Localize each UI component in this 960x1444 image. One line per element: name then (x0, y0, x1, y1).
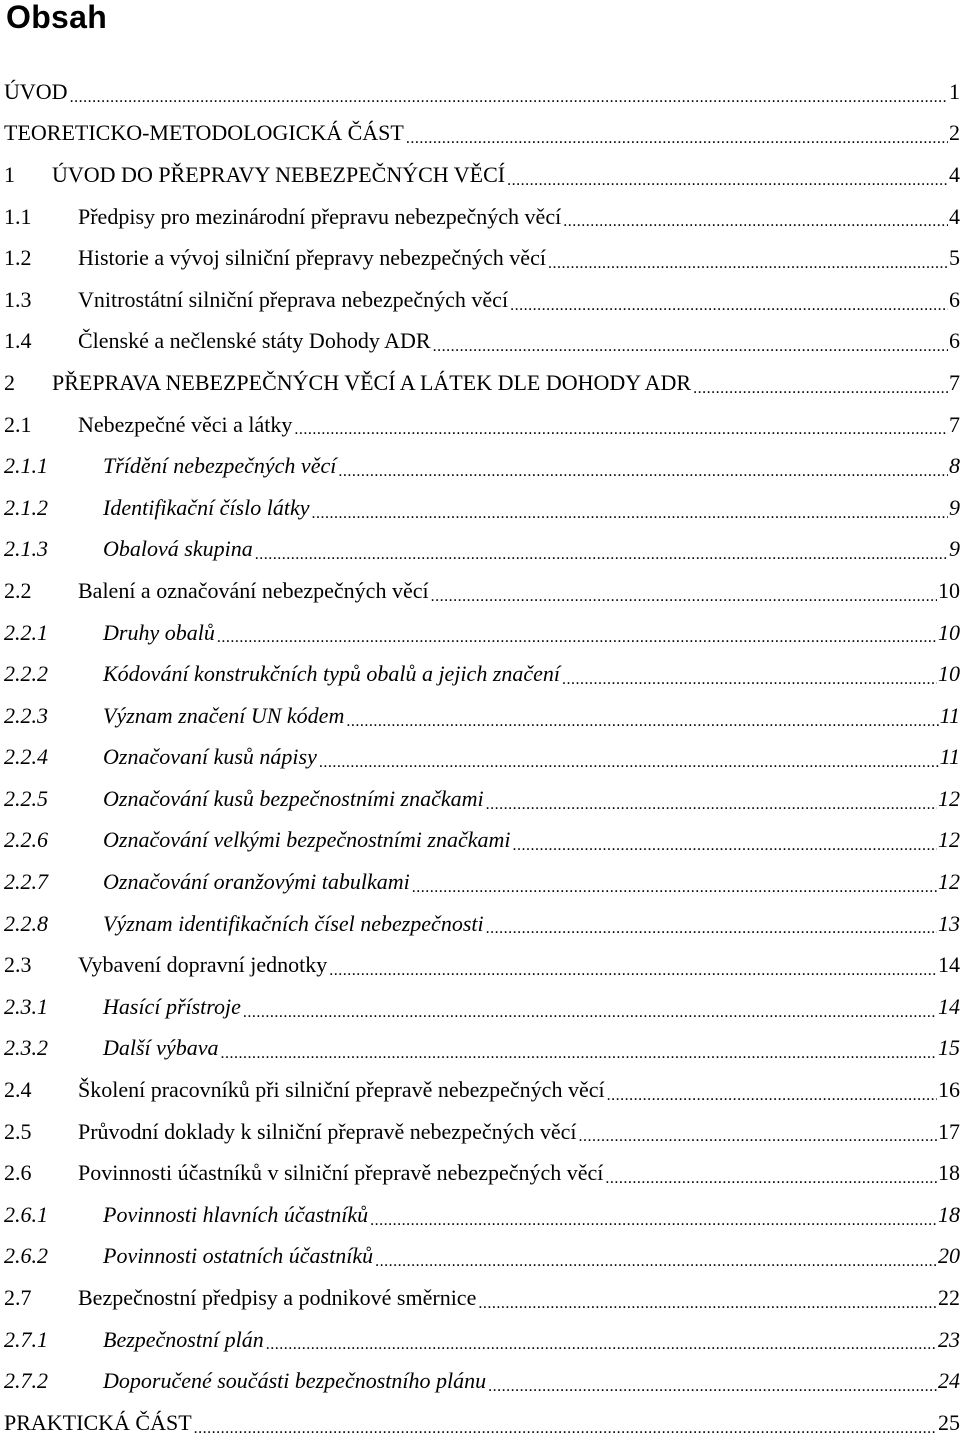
toc-entry-title[interactable]: Vnitrostátní silniční přeprava nebezpečných věcí (78, 286, 509, 312)
toc-entry[interactable] (4, 445, 960, 487)
toc-entry-page[interactable]: 12 (938, 785, 960, 811)
toc-dot-leader (548, 257, 948, 279)
toc-entry-page[interactable]: 9 (949, 494, 960, 520)
toc-entry[interactable] (4, 1194, 960, 1236)
toc-entry-number: 1 (4, 161, 15, 187)
toc-entry-number: 2.2.7 (4, 869, 48, 895)
toc-dot-leader (220, 1047, 937, 1069)
toc-entry[interactable] (4, 737, 960, 779)
toc-entry-page[interactable]: 6 (949, 328, 960, 354)
toc-dot-leader (319, 756, 939, 778)
toc-entry-title[interactable]: ÚVOD DO PŘEPRAVY NEBEZPEČNÝCH VĚCÍ (52, 161, 506, 187)
toc-entry-page[interactable]: 12 (938, 827, 960, 853)
toc-entry-page[interactable]: 25 (938, 1409, 960, 1435)
toc-entry[interactable] (4, 861, 960, 903)
toc-entry-page[interactable]: 17 (938, 1118, 960, 1144)
toc-entry-title[interactable]: Označování oranžovými tabulkami (103, 869, 410, 895)
toc-entry-number: 2.4 (4, 1077, 32, 1103)
toc-entry-page[interactable]: 7 (949, 411, 960, 437)
toc-entry-number: 2.2.2 (4, 661, 48, 687)
toc-entry-number: 2 (4, 369, 15, 395)
toc-entry-title[interactable]: Identifikační číslo látky (103, 494, 310, 520)
toc-dot-leader (266, 1338, 937, 1360)
toc-entry-title[interactable]: Označování velkými bezpečnostními značkami (103, 827, 511, 853)
toc-entry[interactable] (4, 612, 960, 654)
toc-dot-leader (406, 132, 948, 154)
toc-entry-number: 2.2.5 (4, 785, 48, 811)
toc-dot-leader (194, 1422, 937, 1444)
toc-entry-page[interactable]: 22 (938, 1285, 960, 1311)
toc-entry-title[interactable]: Význam identifikačních čísel nebezpečnosti (103, 910, 484, 936)
toc-dot-leader (338, 465, 948, 487)
toc-dot-leader (294, 423, 948, 445)
toc-entry-number: 2.3.1 (4, 993, 48, 1019)
toc-entry-number: 2.2.4 (4, 744, 48, 770)
toc-entry-title[interactable]: Nebezpečné věci a látky (78, 411, 293, 437)
toc-entry[interactable] (4, 778, 960, 820)
toc-entry-number: 2.5 (4, 1118, 32, 1144)
toc-entry-page[interactable]: 11 (939, 744, 960, 770)
toc-entry-number: 2.3 (4, 952, 32, 978)
toc-entry-title[interactable]: Doporučené součásti bezpečnostního plánu (103, 1368, 487, 1394)
toc-entry-title[interactable]: Členské a nečlenské státy Dohody ADR (78, 328, 431, 354)
toc-dot-leader (412, 881, 937, 903)
toc-entry[interactable] (4, 1028, 960, 1070)
toc-dot-leader (563, 215, 948, 237)
toc-dot-leader (433, 340, 948, 362)
toc-entry-number: 2.2 (4, 577, 32, 603)
toc-entry-title[interactable]: Bezpečnostní předpisy a podnikové směrnice (78, 1285, 477, 1311)
toc-entry-title[interactable]: Předpisy pro mezinárodní přepravu nebezpečných věcí (78, 203, 562, 229)
toc-entry[interactable] (4, 944, 960, 986)
toc-dot-leader (693, 382, 948, 404)
toc-entry-number: 1.3 (4, 286, 32, 312)
toc-entry-page[interactable]: 16 (938, 1077, 960, 1103)
toc-entry-number: 1.2 (4, 245, 32, 271)
toc-entry-number: 2.7.2 (4, 1368, 48, 1394)
toc-entry-title[interactable]: ÚVOD (4, 78, 68, 104)
toc-entry[interactable] (4, 71, 960, 113)
toc-entry-number: 2.2.3 (4, 702, 48, 728)
toc-entry-title[interactable]: Povinnosti ostatních účastníků (103, 1243, 374, 1269)
toc-dot-leader (217, 631, 937, 653)
toc-entry-number: 2.2.6 (4, 827, 48, 853)
toc-dot-leader (370, 1214, 937, 1236)
toc-entry-title[interactable]: Povinnosti hlavních účastníků (103, 1201, 369, 1227)
toc-entry[interactable] (4, 362, 960, 404)
toc-dot-leader (562, 673, 937, 695)
toc-dot-leader (486, 922, 937, 944)
toc-dot-leader (312, 507, 949, 529)
page-title: Obsah (6, 0, 108, 35)
toc-entry-title[interactable]: Školení pracovníků při silniční přepravě nebezpečných věcí (78, 1077, 605, 1103)
toc-entry-page[interactable]: 8 (949, 453, 960, 479)
toc-entry-title[interactable]: PRAKTICKÁ ČÁST (4, 1409, 192, 1435)
toc-entry-page[interactable]: 10 (938, 661, 960, 687)
toc-entry[interactable] (4, 404, 960, 446)
toc-entry[interactable] (4, 1152, 960, 1194)
toc-dot-leader (513, 839, 938, 861)
toc-entry-page[interactable]: 18 (938, 1201, 960, 1227)
toc-dot-leader (488, 1380, 937, 1402)
toc-entry-page[interactable]: 15 (938, 1035, 960, 1061)
toc-entry-number: 2.6 (4, 1160, 32, 1186)
toc-entry-number: 2.1.2 (4, 494, 48, 520)
toc-entry[interactable] (4, 529, 960, 571)
toc-dot-leader (478, 1297, 937, 1319)
toc-entry-number: 1.1 (4, 203, 32, 229)
toc-entry[interactable] (4, 903, 960, 945)
toc-entry[interactable] (4, 820, 960, 862)
toc-entry-number: 2.1 (4, 411, 32, 437)
toc-entry-page[interactable]: 6 (949, 286, 960, 312)
toc-entry[interactable] (4, 237, 960, 279)
toc-entry[interactable] (4, 196, 960, 238)
toc-entry-number: 2.2.1 (4, 619, 48, 645)
toc-entry-page[interactable]: 4 (949, 203, 960, 229)
toc-entry-number: 2.7 (4, 1285, 32, 1311)
toc-entry[interactable] (4, 113, 960, 155)
toc-entry-page[interactable]: 2 (949, 120, 960, 146)
toc-entry-page[interactable]: 4 (949, 161, 960, 187)
toc-entry-number: 2.6.2 (4, 1243, 48, 1269)
toc-entry-title[interactable]: Historie a vývoj silniční přepravy nebezpečných věcí (78, 245, 546, 271)
toc-entry-title[interactable]: Označovaní kusů nápisy (103, 744, 317, 770)
toc-entry[interactable] (4, 1236, 960, 1278)
toc-dot-leader (375, 1255, 937, 1277)
toc-entry-title[interactable]: Průvodní doklady k silniční přepravě nebezpečných věcí (78, 1118, 577, 1144)
toc-entry-page[interactable]: 20 (938, 1243, 960, 1269)
toc-entry-title[interactable]: Význam značení UN kódem (103, 702, 345, 728)
toc-entry-page[interactable]: 11 (939, 702, 960, 728)
toc-entry[interactable] (4, 653, 960, 695)
toc-entry-page[interactable]: 5 (949, 245, 960, 271)
toc-entry-page[interactable]: 24 (938, 1368, 960, 1394)
toc-dot-leader (605, 1172, 937, 1194)
toc-entry-title[interactable]: Obalová skupina (103, 536, 253, 562)
toc-dot-leader (486, 798, 937, 820)
toc-entry-page[interactable]: 10 (938, 577, 960, 603)
toc-entry-page[interactable]: 23 (938, 1326, 960, 1352)
toc-dot-leader (346, 715, 938, 737)
toc-entry-page[interactable]: 1 (949, 78, 960, 104)
toc-entry[interactable] (4, 1402, 960, 1444)
toc-entry-title[interactable]: PŘEPRAVA NEBEZPEČNÝCH VĚCÍ A LÁTEK DLE DOHODY ADR (52, 369, 692, 395)
toc-dot-leader (579, 1130, 937, 1152)
toc-dot-leader (510, 299, 948, 321)
toc-entry-number: 2.2.8 (4, 910, 48, 936)
toc-entry[interactable] (4, 1277, 960, 1319)
toc-entry-title[interactable]: Druhy obalů (103, 619, 215, 645)
toc-entry-page[interactable]: 13 (938, 910, 960, 936)
toc-dot-leader (70, 91, 948, 113)
toc-entry-number: 2.1.1 (4, 453, 48, 479)
toc-entry-title[interactable]: Balení a označování nebezpečných věcí (78, 577, 429, 603)
toc-entry-page[interactable]: 12 (938, 869, 960, 895)
toc-entry[interactable] (4, 321, 960, 363)
toc-dot-leader (329, 964, 937, 986)
toc-entry-title[interactable]: Bezpečnostní plán (103, 1326, 264, 1352)
toc-entry-page[interactable]: 14 (938, 952, 960, 978)
toc-entry-title[interactable]: Kódování konstrukčních typů obalů a jejich značení (103, 661, 561, 687)
toc-entry-title[interactable]: TEORETICKO-METODOLOGICKÁ ČÁST (4, 120, 404, 146)
toc-entry-title[interactable]: Hasící přístroje (103, 993, 241, 1019)
toc-entry-number: 1.4 (4, 328, 32, 354)
toc-entry-page[interactable]: 10 (938, 619, 960, 645)
toc-dot-leader (243, 1006, 937, 1028)
toc-entry[interactable] (4, 1111, 960, 1153)
toc-dot-leader (507, 174, 948, 196)
toc-entry-number: 2.1.3 (4, 536, 48, 562)
toc-entry-page[interactable]: 7 (949, 369, 960, 395)
toc-entry-page[interactable]: 18 (938, 1160, 960, 1186)
toc-entry-title[interactable]: Označování kusů bezpečnostními značkami (103, 785, 484, 811)
toc-entry-title[interactable]: Další výbava (103, 1035, 219, 1061)
toc-entry[interactable] (4, 570, 960, 612)
toc-entry[interactable] (4, 279, 960, 321)
toc-entry-title[interactable]: Povinnosti účastníků v silniční přepravě nebezpečných věcí (78, 1160, 604, 1186)
toc-entry[interactable] (4, 487, 960, 529)
toc-entry-number: 2.6.1 (4, 1201, 48, 1227)
toc-dot-leader (607, 1089, 937, 1111)
toc-entry[interactable] (4, 154, 960, 196)
toc-entry[interactable] (4, 1069, 960, 1111)
toc-entry-title[interactable]: Vybavení dopravní jednotky (78, 952, 328, 978)
toc-dot-leader (255, 548, 948, 570)
toc-entry[interactable] (4, 695, 960, 737)
toc-entry-number: 2.7.1 (4, 1326, 48, 1352)
toc-entry-page[interactable]: 14 (938, 993, 960, 1019)
toc-entry-number: 2.3.2 (4, 1035, 48, 1061)
toc-dot-leader (431, 590, 937, 612)
toc-entry[interactable] (4, 986, 960, 1028)
toc-entry-page[interactable]: 9 (949, 536, 960, 562)
table-of-contents (4, 71, 960, 1444)
toc-entry-title[interactable]: Třídění nebezpečných věcí (103, 453, 337, 479)
toc-entry[interactable] (4, 1360, 960, 1402)
toc-entry[interactable] (4, 1319, 960, 1361)
